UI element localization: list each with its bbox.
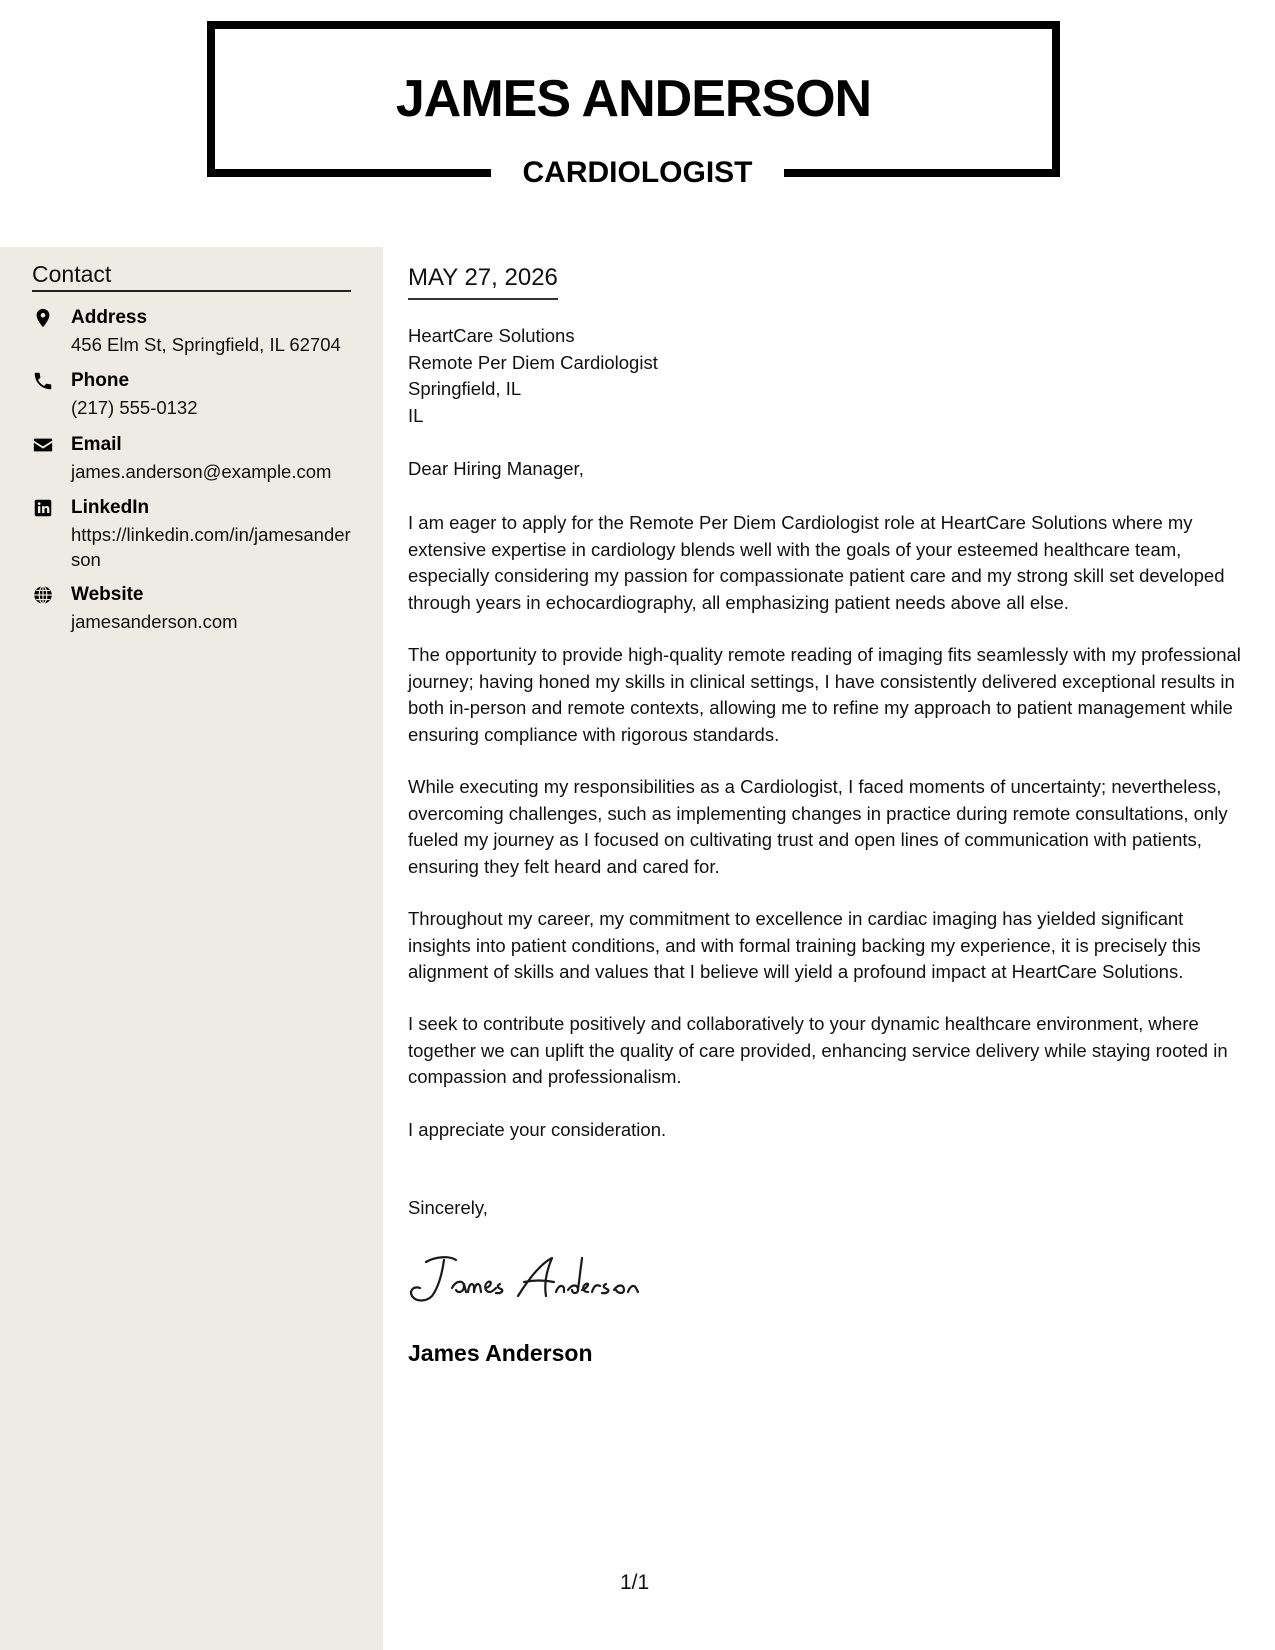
contact-value: (217) 555-0132: [71, 397, 198, 418]
job-title: CARDIOLOGIST: [491, 148, 784, 198]
signer-name: James Anderson: [408, 1340, 593, 1366]
recipient-role: Remote Per Diem Cardiologist: [408, 351, 658, 373]
contact-label: Phone: [71, 370, 130, 391]
contact-label: LinkedIn: [71, 497, 150, 518]
map-pin-icon: [32, 307, 54, 329]
contact-value: james.anderson@example.com: [71, 461, 332, 482]
contact-value[interactable]: https://linkedin.com/in/jamesanderson: [71, 524, 351, 570]
applicant-name: JAMES ANDERSON: [395, 70, 872, 128]
recipient-city: Springfield, IL: [408, 378, 522, 399]
letter-date: MAY 27, 2026: [408, 264, 558, 300]
globe-icon: [32, 584, 54, 606]
body-paragraph: I seek to contribute positively and collaboratively to your dynamic healthcare environment, where together we can uplift the quality of care provided, enhancing service delivery while staying rooted in compassion and professionalism.: [408, 1013, 1228, 1087]
envelope-icon: [32, 434, 54, 456]
body-paragraph: While executing my responsibilities as a Cardiologist, I faced moments of uncertainty; nevertheless, overcoming challenges, such as implementing changes in practice during remote consultations, only fueled my journey as I focused on cultivating trust and open lines of communication with patients, ensuring they felt heard and cared for.: [408, 776, 1228, 877]
contact-heading: Contact: [32, 261, 351, 292]
contact-sidebar: [0, 247, 383, 1650]
closing: Sincerely,: [408, 1197, 488, 1218]
body-paragraph: I appreciate your consideration.: [408, 1119, 667, 1140]
recipient-state: IL: [408, 404, 424, 426]
contact-label: Address: [71, 307, 148, 328]
contact-label: Website: [71, 584, 144, 605]
body-paragraph: The opportunity to provide high-quality remote reading of imaging fits seamlessly with my professional journey; having honed my skills in clinical settings, I have consistently delivered exceptional results in both in-person and remote contexts, allowing me to refine my approach to patient management while ensuring compliance with rigorous standards.: [408, 644, 1241, 745]
contact-value: 456 Elm St, Springfield, IL 62704: [71, 334, 341, 355]
salutation: Dear Hiring Manager,: [408, 458, 584, 479]
linkedin-icon: [32, 497, 54, 519]
recipient-block: [408, 323, 658, 429]
body-paragraph: Throughout my career, my commitment to excellence in cardiac imaging has yielded significant insights into patient conditions, and with formal training backing my experience, it is precisely this alignment of skills and values that I believe will yield a profound impact at HeartCare Solutions.: [408, 908, 1201, 982]
contact-value[interactable]: jamesanderson.com: [71, 611, 238, 632]
page-number: 1/1: [620, 1571, 650, 1594]
contact-label: Email: [71, 434, 122, 455]
handwritten-signature: [406, 1250, 676, 1306]
body-paragraph: I am eager to apply for the Remote Per Diem Cardiologist role at HeartCare Solutions where my extensive expertise in cardiology blends well with the goals of your esteemed healthcare team, especially considering my passion for compassionate patient care and my strong skill set developed through years in echocardiography, all emphasizing patient needs above all else.: [408, 512, 1225, 613]
recipient-company: HeartCare Solutions: [408, 325, 575, 346]
phone-icon: [32, 370, 54, 392]
